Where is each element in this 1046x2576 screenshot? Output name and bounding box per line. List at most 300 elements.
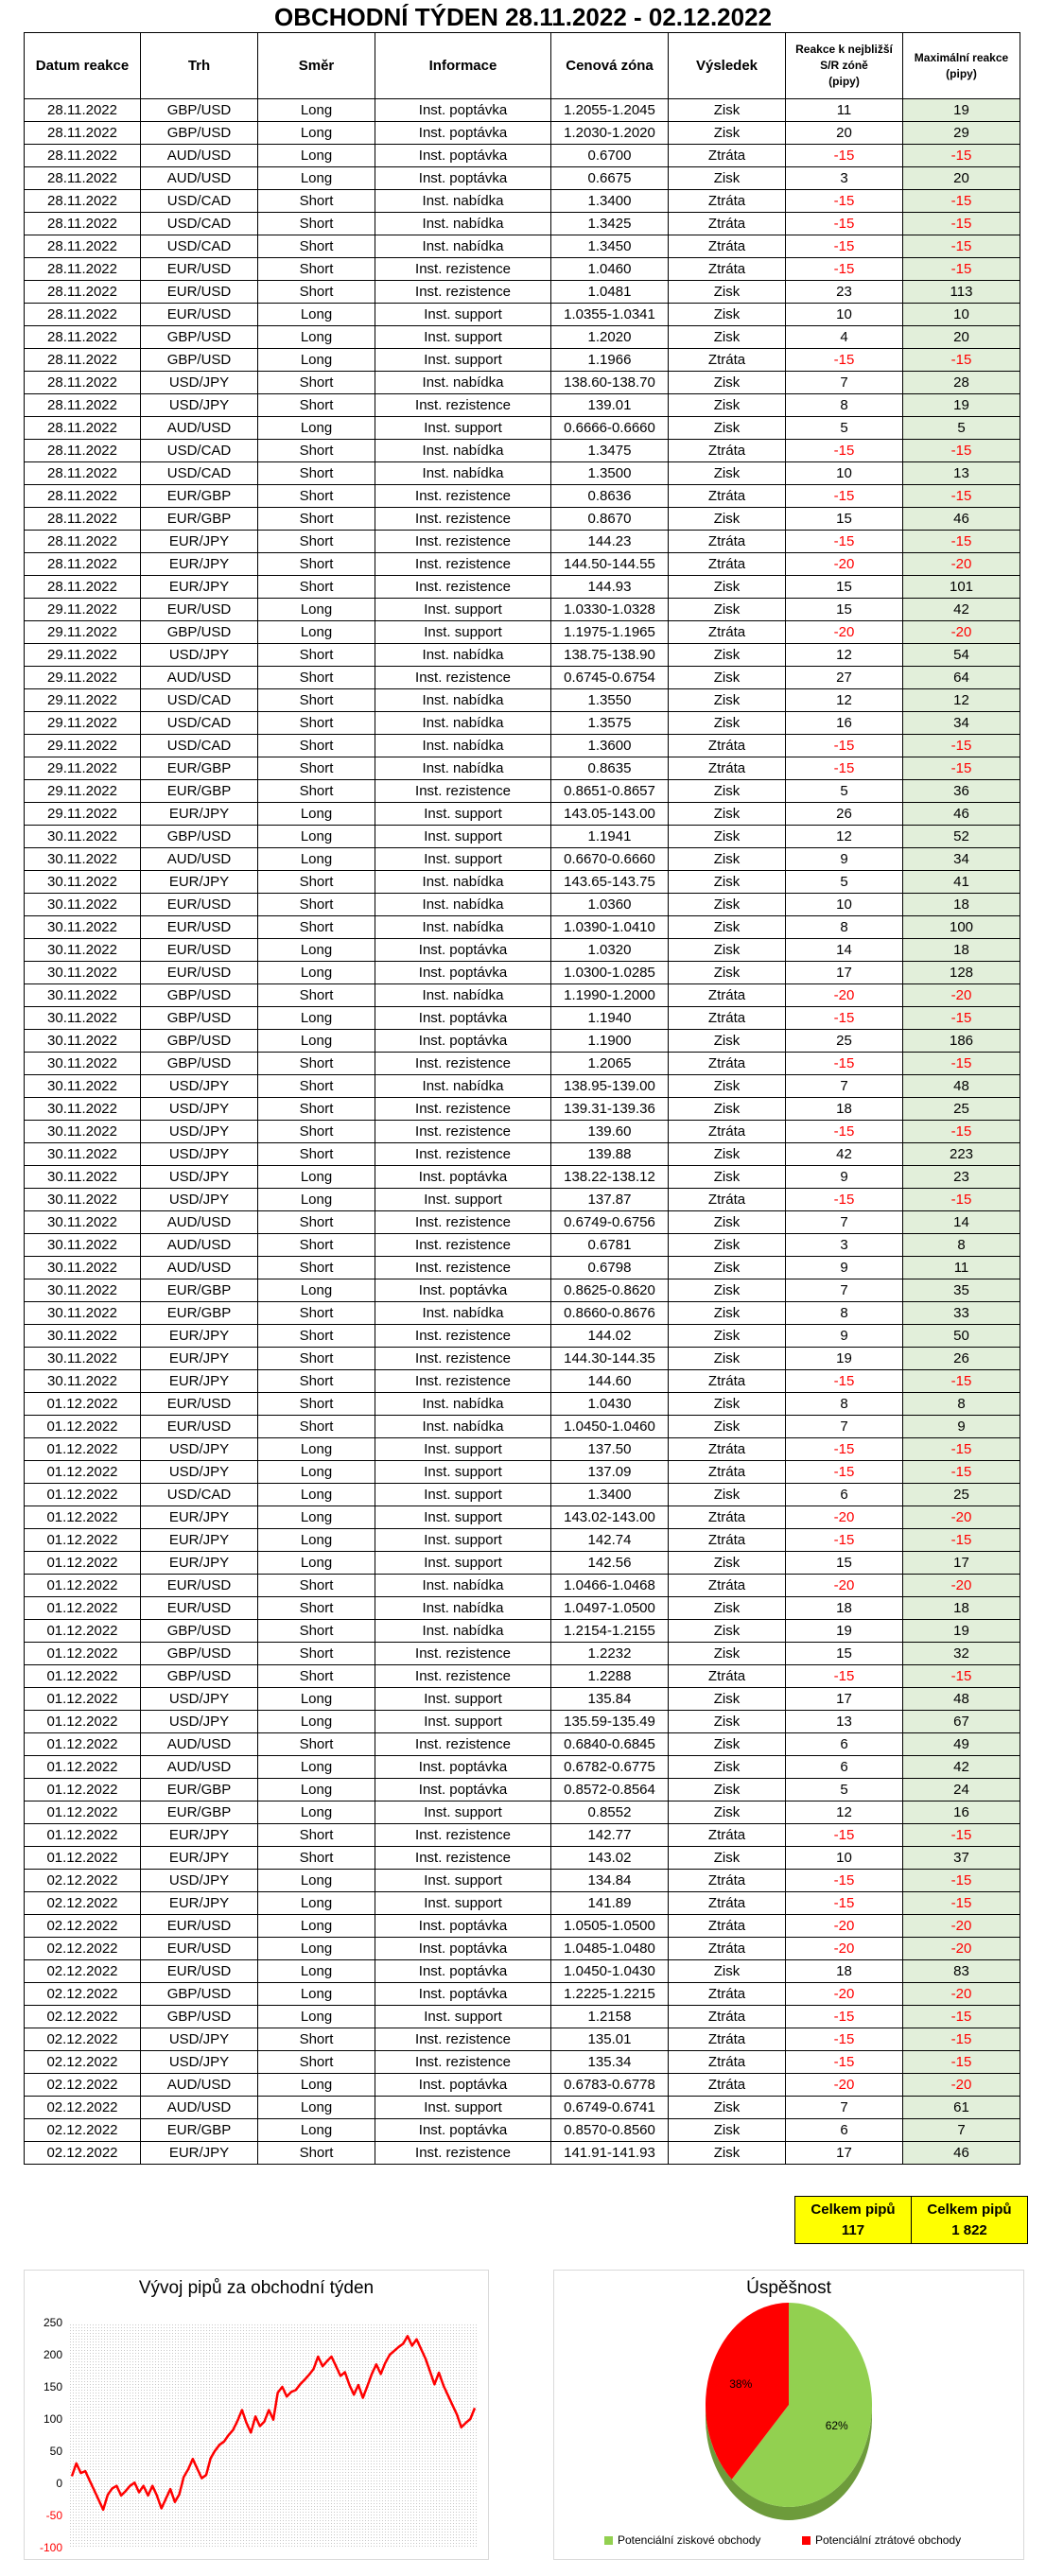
table-row [25,1665,1020,1688]
table-row [25,916,1020,939]
cell-market: USD/JPY [141,1189,258,1211]
cell-direction: Long [258,1189,375,1211]
cell-date: 02.12.2022 [25,1960,141,1983]
header-nearest [786,33,903,99]
cell-nearest: 23 [786,281,903,304]
cell-date: 02.12.2022 [25,2119,141,2142]
cell-date: 01.12.2022 [25,1529,141,1552]
cell-date: 30.11.2022 [25,939,141,962]
cell-date: 01.12.2022 [25,1779,141,1801]
cell-nearest: 18 [786,1098,903,1121]
cell-market: GBP/USD [141,122,258,145]
cell-info: Inst. support [375,599,551,621]
header-nearest-unit: (pipy) [828,75,860,88]
cell-direction: Short [258,281,375,304]
cell-zone: 1.2065 [551,1053,669,1075]
legend-loss [802,2533,961,2547]
cell-max: 48 [903,1688,1020,1711]
cell-max: 18 [903,939,1020,962]
cell-info: Inst. support [375,1552,551,1575]
table-row [25,2074,1020,2097]
table-row [25,1075,1020,1098]
cell-zone: 138.95-139.00 [551,1075,669,1098]
cell-market: AUD/USD [141,2074,258,2097]
cell-date: 30.11.2022 [25,1279,141,1302]
cell-info: Inst. support [375,2097,551,2119]
cell-direction: Long [258,1983,375,2006]
cell-market: USD/JPY [141,1711,258,1733]
cell-zone: 144.02 [551,1325,669,1348]
cell-result: Zisk [669,894,786,916]
cell-date: 30.11.2022 [25,1053,141,1075]
cell-info: Inst. poptávka [375,2119,551,2142]
cell-nearest: -20 [786,1938,903,1960]
cell-nearest: -20 [786,621,903,644]
cell-date: 01.12.2022 [25,1416,141,1438]
cell-zone: 137.87 [551,1189,669,1211]
cell-zone: 1.2232 [551,1643,669,1665]
cell-zone: 1.3500 [551,462,669,485]
y-tick-label: 150 [43,2380,62,2393]
cell-result: Zisk [669,281,786,304]
cell-direction: Short [258,1824,375,1847]
cell-zone: 142.77 [551,1824,669,1847]
cell-zone: 1.3475 [551,440,669,462]
cell-max: 7 [903,2119,1020,2142]
cell-max: 13 [903,462,1020,485]
cell-info: Inst. support [375,1484,551,1506]
cell-max: -20 [903,1915,1020,1938]
cell-info: Inst. nabídka [375,190,551,213]
cell-info: Inst. rezistence [375,1053,551,1075]
cell-direction: Long [258,1801,375,1824]
cell-max: -15 [903,1438,1020,1461]
cell-zone: 0.6749-0.6756 [551,1211,669,1234]
cell-market: EUR/GBP [141,485,258,508]
cell-market: EUR/GBP [141,1302,258,1325]
cell-info: Inst. rezistence [375,2028,551,2051]
header-max-label: Maximální reakce [914,50,1009,64]
cell-market: USD/CAD [141,712,258,735]
table-row [25,1870,1020,1892]
cell-market: GBP/USD [141,99,258,122]
cell-date: 28.11.2022 [25,281,141,304]
cell-zone: 139.31-139.36 [551,1098,669,1121]
cell-info: Inst. rezistence [375,2051,551,2074]
table-row [25,1030,1020,1053]
cell-date: 30.11.2022 [25,894,141,916]
cell-date: 28.11.2022 [25,213,141,235]
cell-info: Inst. rezistence [375,508,551,531]
cell-date: 02.12.2022 [25,1938,141,1960]
cell-zone: 138.60-138.70 [551,372,669,394]
y-tick-label: -50 [45,2509,62,2522]
cell-direction: Long [258,1915,375,1938]
cell-info: Inst. support [375,848,551,871]
cell-date: 29.11.2022 [25,599,141,621]
cell-market: USD/CAD [141,689,258,712]
cell-info: Inst. poptávka [375,962,551,984]
cell-nearest: 6 [786,1756,903,1779]
cell-date: 28.11.2022 [25,440,141,462]
cell-direction: Long [258,1938,375,1960]
cell-max: -15 [903,349,1020,372]
cell-zone: 139.88 [551,1143,669,1166]
cell-market: EUR/USD [141,1938,258,1960]
table-row [25,462,1020,485]
cell-result: Zisk [669,1416,786,1438]
cell-max: -15 [903,1824,1020,1847]
cell-result: Zisk [669,803,786,826]
cell-zone: 0.8651-0.8657 [551,780,669,803]
table-row [25,326,1020,349]
cell-market: AUD/USD [141,1733,258,1756]
cell-info: Inst. poptávka [375,1983,551,2006]
cell-result: Ztráta [669,2074,786,2097]
cell-nearest: 27 [786,667,903,689]
cell-market: EUR/GBP [141,757,258,780]
table-row [25,281,1020,304]
cell-info: Inst. nabídka [375,462,551,485]
cell-max: -15 [903,531,1020,553]
header-max [903,33,1020,99]
cell-nearest: 18 [786,1960,903,1983]
cell-info: Inst. support [375,326,551,349]
cell-nearest: -20 [786,1506,903,1529]
cell-result: Zisk [669,576,786,599]
y-tick-label: 250 [43,2316,62,2329]
cell-market: EUR/GBP [141,1801,258,1824]
cell-direction: Long [258,349,375,372]
cell-max: -15 [903,1892,1020,1915]
cell-date: 01.12.2022 [25,1847,141,1870]
cell-market: AUD/USD [141,848,258,871]
cell-max: -15 [903,440,1020,462]
table-row [25,1121,1020,1143]
cell-zone: 0.6782-0.6775 [551,1756,669,1779]
table-row [25,1847,1020,1870]
cell-info: Inst. rezistence [375,1098,551,1121]
cell-info: Inst. support [375,1506,551,1529]
cell-market: USD/JPY [141,1870,258,1892]
cell-info: Inst. rezistence [375,1143,551,1166]
cell-date: 30.11.2022 [25,1257,141,1279]
cell-date: 01.12.2022 [25,1438,141,1461]
cell-date: 01.12.2022 [25,1393,141,1416]
cell-zone: 1.0355-1.0341 [551,304,669,326]
cell-max: -20 [903,1575,1020,1597]
cell-result: Zisk [669,1325,786,1348]
cell-max: 41 [903,871,1020,894]
cell-date: 29.11.2022 [25,757,141,780]
cell-market: EUR/GBP [141,2119,258,2142]
cell-max: -20 [903,621,1020,644]
cell-max: 52 [903,826,1020,848]
cell-date: 30.11.2022 [25,984,141,1007]
y-tick-label: 200 [43,2348,62,2361]
cell-nearest: 8 [786,1393,903,1416]
cell-zone: 1.0450-1.0430 [551,1960,669,1983]
cell-result: Zisk [669,1257,786,1279]
cell-zone: 1.1940 [551,1007,669,1030]
cell-result: Zisk [669,1733,786,1756]
cell-max: 35 [903,1279,1020,1302]
cell-info: Inst. support [375,304,551,326]
cell-nearest: 5 [786,1779,903,1801]
cell-nearest: 5 [786,417,903,440]
cell-zone: 0.8572-0.8564 [551,1779,669,1801]
table-row [25,939,1020,962]
cell-direction: Long [258,1007,375,1030]
cell-direction: Short [258,1211,375,1234]
cell-zone: 1.0320 [551,939,669,962]
cell-max: 46 [903,508,1020,531]
total-nearest-value: 117 [841,2222,865,2238]
cell-zone: 1.3400 [551,190,669,213]
cell-date: 30.11.2022 [25,1189,141,1211]
cell-direction: Short [258,1257,375,1279]
cell-date: 29.11.2022 [25,689,141,712]
cell-direction: Long [258,1506,375,1529]
cell-max: 25 [903,1098,1020,1121]
cell-date: 02.12.2022 [25,2142,141,2165]
table-row [25,1007,1020,1030]
cell-nearest: 13 [786,1711,903,1733]
cell-result: Ztráta [669,235,786,258]
cell-direction: Long [258,145,375,167]
cell-market: EUR/JPY [141,803,258,826]
cell-max: -20 [903,553,1020,576]
cell-max: 28 [903,372,1020,394]
cell-market: EUR/JPY [141,576,258,599]
table-row [25,1552,1020,1575]
cell-zone: 143.02-143.00 [551,1506,669,1529]
cell-direction: Short [258,1847,375,1870]
table-row [25,2097,1020,2119]
cell-zone: 1.2030-1.2020 [551,122,669,145]
table-row [25,1211,1020,1234]
cell-direction: Long [258,326,375,349]
cell-info: Inst. rezistence [375,2142,551,2165]
cell-date: 02.12.2022 [25,2051,141,2074]
table-row [25,1438,1020,1461]
cell-zone: 1.3550 [551,689,669,712]
cell-market: GBP/USD [141,1007,258,1030]
y-tick-label: 100 [43,2412,62,2426]
cell-info: Inst. rezistence [375,531,551,553]
cell-direction: Long [258,1688,375,1711]
cell-nearest: 16 [786,712,903,735]
cell-direction: Short [258,1370,375,1393]
cell-date: 30.11.2022 [25,1121,141,1143]
cell-market: GBP/USD [141,1983,258,2006]
cell-market: EUR/USD [141,1416,258,1438]
cell-nearest: 7 [786,2097,903,2119]
table-row [25,1461,1020,1484]
cell-max: 18 [903,894,1020,916]
cell-zone: 144.30-144.35 [551,1348,669,1370]
cell-result: Zisk [669,462,786,485]
cell-market: AUD/USD [141,2097,258,2119]
cell-info: Inst. support [375,1461,551,1484]
cell-market: EUR/USD [141,1597,258,1620]
cell-nearest: 3 [786,1234,903,1257]
total-nearest-box [794,2196,912,2244]
cell-result: Ztráta [669,531,786,553]
cell-market: EUR/USD [141,916,258,939]
cell-max: 20 [903,326,1020,349]
cell-result: Ztráta [669,440,786,462]
cell-nearest: -15 [786,1665,903,1688]
cell-max: 36 [903,780,1020,803]
legend-profit-swatch [604,2536,613,2545]
cell-date: 30.11.2022 [25,1098,141,1121]
cell-date: 29.11.2022 [25,667,141,689]
cell-nearest: -20 [786,1915,903,1938]
cell-nearest: -15 [786,531,903,553]
cell-nearest: 6 [786,2119,903,2142]
cell-nearest: 42 [786,1143,903,1166]
table-row [25,553,1020,576]
cell-max: 223 [903,1143,1020,1166]
header-direction: Směr [258,33,375,99]
table-row [25,2142,1020,2165]
cell-zone: 1.2020 [551,326,669,349]
header-result: Výsledek [669,33,786,99]
table-row [25,1938,1020,1960]
cell-max: 49 [903,1733,1020,1756]
cell-direction: Short [258,757,375,780]
cell-result: Zisk [669,1143,786,1166]
cell-info: Inst. nabídka [375,1597,551,1620]
cell-info: Inst. rezistence [375,1121,551,1143]
cell-result: Ztráta [669,1938,786,1960]
cell-zone: 1.2158 [551,2006,669,2028]
cell-date: 28.11.2022 [25,235,141,258]
line-chart [24,2270,489,2560]
cell-result: Zisk [669,826,786,848]
table-row [25,372,1020,394]
cell-market: EUR/JPY [141,1824,258,1847]
table-row [25,621,1020,644]
cell-nearest: -15 [786,235,903,258]
cell-result: Ztráta [669,2028,786,2051]
cell-result: Zisk [669,304,786,326]
cell-info: Inst. nabídka [375,712,551,735]
cell-result: Zisk [669,1847,786,1870]
cell-info: Inst. support [375,1438,551,1461]
cell-zone: 0.6675 [551,167,669,190]
cell-nearest: -15 [786,485,903,508]
cell-result: Zisk [669,599,786,621]
cell-info: Inst. nabídka [375,1575,551,1597]
cell-result: Zisk [669,1620,786,1643]
cell-date: 28.11.2022 [25,258,141,281]
cell-zone: 1.0450-1.0460 [551,1416,669,1438]
cell-direction: Long [258,939,375,962]
cell-zone: 144.23 [551,531,669,553]
cell-result: Zisk [669,1711,786,1733]
table-row [25,1688,1020,1711]
cell-result: Ztráta [669,1529,786,1552]
table-row [25,2006,1020,2028]
cell-nearest: -15 [786,1053,903,1075]
cell-date: 01.12.2022 [25,1575,141,1597]
cell-result: Zisk [669,1643,786,1665]
cell-date: 30.11.2022 [25,1370,141,1393]
cell-result: Zisk [669,848,786,871]
cell-max: 5 [903,417,1020,440]
cell-market: EUR/USD [141,258,258,281]
cell-date: 28.11.2022 [25,326,141,349]
pie-label-profit: 62% [825,2418,848,2432]
cell-direction: Short [258,1053,375,1075]
cell-info: Inst. poptávka [375,939,551,962]
cell-result: Ztráta [669,553,786,576]
cell-date: 01.12.2022 [25,1688,141,1711]
cell-result: Zisk [669,122,786,145]
cell-date: 30.11.2022 [25,962,141,984]
cell-nearest: 7 [786,1211,903,1234]
cell-result: Ztráta [669,735,786,757]
cell-date: 02.12.2022 [25,1892,141,1915]
cell-zone: 1.2288 [551,1665,669,1688]
cell-zone: 1.3400 [551,1484,669,1506]
cell-zone: 135.34 [551,2051,669,2074]
cell-zone: 142.56 [551,1552,669,1575]
cell-market: USD/CAD [141,462,258,485]
cell-max: -15 [903,1665,1020,1688]
table-row [25,2051,1020,2074]
cell-zone: 143.02 [551,1847,669,1870]
total-max-box [911,2196,1028,2244]
cell-market: GBP/USD [141,1030,258,1053]
cell-date: 01.12.2022 [25,1801,141,1824]
cell-market: GBP/USD [141,1053,258,1075]
cell-market: EUR/USD [141,1960,258,1983]
line-chart-plot [25,2271,488,2559]
cell-info: Inst. rezistence [375,667,551,689]
cell-nearest: 5 [786,780,903,803]
table-row [25,122,1020,145]
cell-info: Inst. nabídka [375,757,551,780]
cell-max: 33 [903,1302,1020,1325]
cell-market: EUR/JPY [141,531,258,553]
cell-info: Inst. support [375,1870,551,1892]
cell-zone: 144.50-144.55 [551,553,669,576]
cell-nearest: -15 [786,1461,903,1484]
cell-date: 28.11.2022 [25,462,141,485]
cell-direction: Short [258,1416,375,1438]
cell-result: Ztráta [669,190,786,213]
cell-direction: Long [258,848,375,871]
cell-max: -20 [903,1983,1020,2006]
cell-max: 9 [903,1416,1020,1438]
table-row [25,1279,1020,1302]
cell-market: EUR/USD [141,281,258,304]
cell-direction: Long [258,122,375,145]
cell-result: Ztráta [669,1506,786,1529]
cell-zone: 1.0330-1.0328 [551,599,669,621]
cell-zone: 1.1990-1.2000 [551,984,669,1007]
cell-max: -15 [903,235,1020,258]
cell-nearest: -15 [786,2006,903,2028]
cell-date: 28.11.2022 [25,372,141,394]
cell-nearest: -15 [786,145,903,167]
cell-info: Inst. support [375,803,551,826]
cell-date: 30.11.2022 [25,1030,141,1053]
cell-date: 02.12.2022 [25,2074,141,2097]
